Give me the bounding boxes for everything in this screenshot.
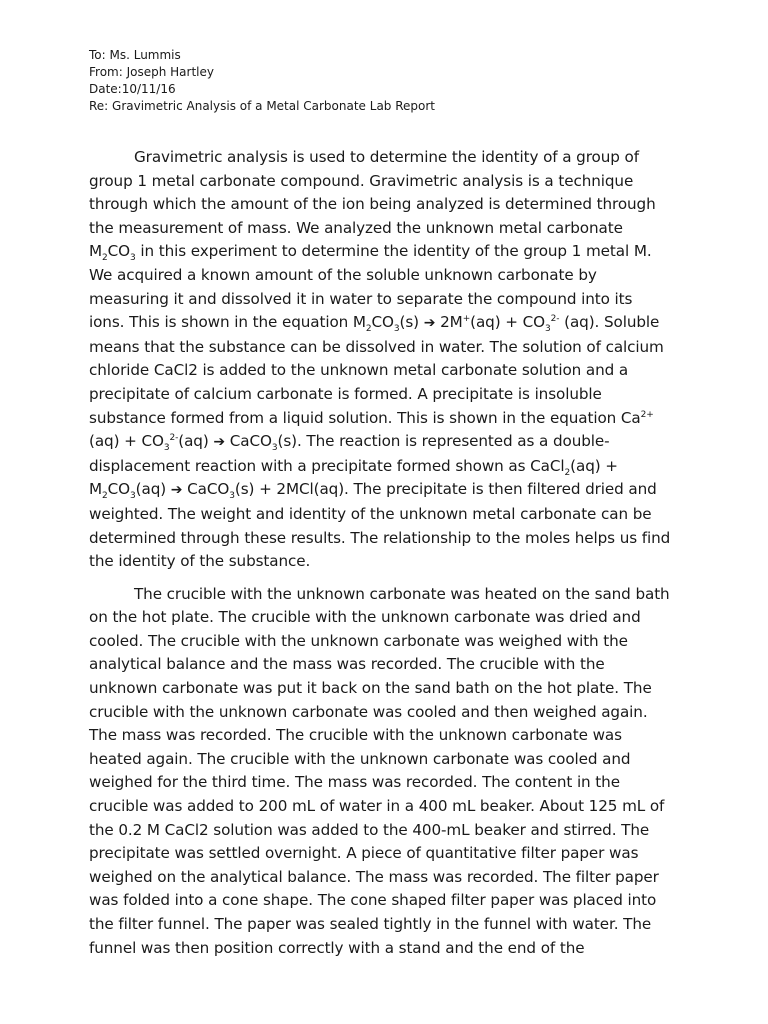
text-run: (aq) + CO (89, 432, 164, 451)
superscript: 2- (169, 433, 179, 444)
memo-subject: Re: Gravimetric Analysis of a Metal Carbonate Lab Report (89, 99, 436, 113)
memo-header (89, 47, 672, 115)
text-run: (aq). Soluble means that the substance can be dissolved in water. The solution of calcium chloride CaCl2 is added to the unknown metal carbonate solution and a precipitate of calcium carbonate is formed. A precipitate is insoluble substance formed from a liquid solution. This is shown in the equation Ca (89, 313, 664, 427)
text-run: (s) (399, 313, 424, 332)
text-run: 2M (435, 313, 463, 332)
subscript: 3 (544, 324, 551, 335)
subscript: 2 (102, 491, 108, 502)
subscript: 3 (271, 443, 278, 454)
subscript: 3 (229, 491, 235, 502)
memo-date: Date:10/11/16 (89, 82, 176, 96)
subscript: 3 (130, 253, 136, 264)
subscript: 2 (365, 324, 372, 335)
text-run: CaCO (182, 480, 230, 499)
text-run: (aq) + CO (470, 313, 545, 332)
text-run: in this experiment to determine the identity of the group 1 metal M. We acquired a known amount of the soluble unknown carbonate by measuring it and dissolved it in water to separate the compound into its ions. This is shown in the equation M (89, 242, 652, 332)
reaction-arrow-icon: ➔ (423, 315, 436, 332)
text-run: Gravimetric analysis is used to determine the identity of a group of group 1 metal carbonate compound. Gravimetric analysis is a technique through which the amount of the ion being analyzed is determined through the measurement of mass. We analyzed the unknown metal carbonate M (89, 148, 656, 261)
text-run: (aq) (135, 480, 171, 499)
text-run: (s). The reaction is represented as a double-displacement reaction with a precipitate formed shown as CaCl (89, 432, 610, 475)
text-run: (aq) + M (89, 456, 618, 499)
subscript: 3 (163, 443, 170, 454)
paragraph-procedure: The crucible with the unknown carbonate was heated on the sand bath on the hot plate. The crucible with the unknown carbonate was dried and cooled. The crucible with the unknown carbonate was weighed with the analytical balance and the mass was recorded. The crucible with the unknown carbonate was put it back on the sand bath on the hot plate. The crucible with the unknown carbonate was cooled and then weighed again. The mass was recorded. The crucible with the unknown carbonate was heated again. The crucible with the unknown carbonate was cooled and weighed for the third time. The mass was recorded. The content in the crucible was added to 200 mL of water in a 400 mL beaker. About 125 mL of the 0.2 M CaCl2 solution was added to the 400-mL beaker and stirred. The precipitate was settled overnight. A piece of quantitative filter paper was weighed on the analytical balance. The mass was recorded. The filter paper was folded into a cone shape. The cone shaped filter paper was placed into the filter funnel. The paper was sealed tightly in the funnel with water. The funnel was then position correctly with a stand and the end of the (89, 584, 670, 957)
text-run: CO (371, 313, 394, 332)
subscript: 2 (102, 253, 108, 264)
text-run: (s) + 2MCl(aq). The precipitate is then filtered dried and weighted. The weight and identity of the unknown metal carbonate can be determined through these results. The relationship to the moles helps us find the identity of the substance. (89, 480, 671, 571)
text-run: CaCO (225, 432, 272, 451)
subscript: 3 (130, 491, 136, 502)
reaction-arrow-icon: ➔ (213, 434, 226, 451)
paragraph-introduction (89, 146, 672, 574)
superscript: 2- (550, 314, 560, 325)
text-run: CO (107, 480, 131, 499)
text-run: CO (107, 242, 131, 261)
memo-from: From: Joseph Hartley (89, 65, 214, 79)
reaction-arrow-icon: ➔ (170, 482, 183, 499)
superscript: + (462, 314, 471, 325)
subscript: 2 (564, 467, 571, 478)
subscript: 3 (393, 324, 400, 335)
memo-to: To: Ms. Lummis (89, 48, 181, 62)
text-run: (aq) (178, 432, 214, 451)
superscript: 2+ (640, 409, 654, 420)
